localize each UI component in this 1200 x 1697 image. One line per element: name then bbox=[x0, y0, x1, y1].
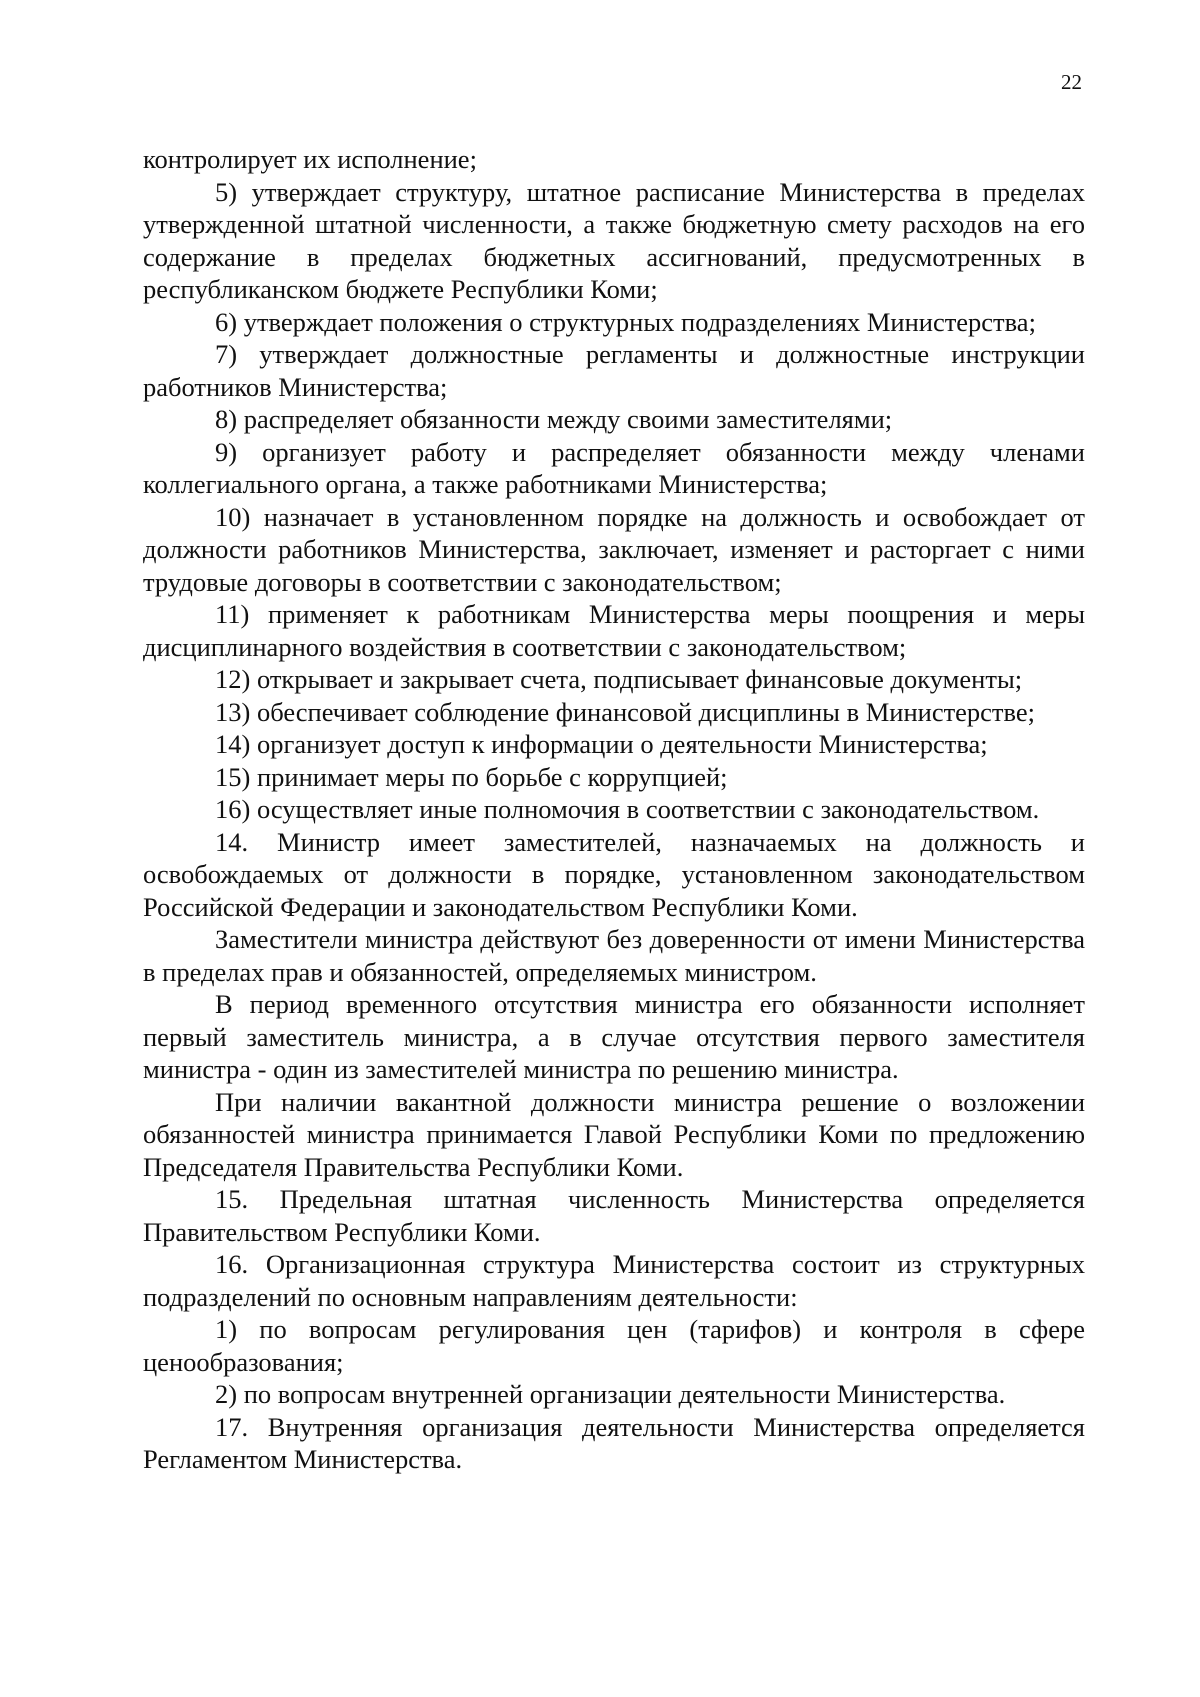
paragraph: 14) организует доступ к информации о деятельности Министерства; bbox=[215, 729, 988, 759]
paragraph: 17. Внутренняя организация деятельности Министерства определяется Регламентом Министерства. bbox=[143, 1411, 1085, 1474]
paragraph: 12) открывает и закрывает счета, подписывает финансовые документы; bbox=[215, 664, 1023, 694]
paragraph: 16. Организационная структура Министерства состоит из структурных подразделений по основным направлениям деятельности: bbox=[143, 1249, 1085, 1312]
paragraph: 2) по вопросам внутренней организации деятельности Министерства. bbox=[215, 1379, 1006, 1409]
paragraph: 1) по вопросам регулирования цен (тарифов) и контроля в сфере ценообразования; bbox=[143, 1314, 1085, 1377]
paragraph: 13) обеспечивает соблюдение финансовой дисциплины в Министерстве; bbox=[215, 696, 1035, 727]
paragraph: 14. Министр имеет заместителей, назначаемых на должность и освобождаемых от должности в порядке, установленном законодательством Российской Федерации и законодательством Республики Коми. bbox=[143, 826, 1085, 922]
paragraph: 7) утверждает должностные регламенты и должностные инструкции работников Министерства; bbox=[143, 339, 1085, 402]
paragraph: 15) принимает меры по борьбе с коррупцией; bbox=[215, 761, 728, 792]
paragraph: В период временного отсутствия министра его обязанности исполняет первый заместитель министра, а в случае отсутствия первого заместителя министра - один из заместителей министра по решению министра. bbox=[143, 989, 1085, 1084]
paragraph: 6) утверждает положения о структурных подразделениях Министерства; bbox=[215, 306, 1036, 337]
paragraph: контролирует их исполнение; bbox=[143, 144, 477, 174]
paragraph: 10) назначает в установленном порядке на должность и освобождает от должности работников Министерства, заключает, изменяет и расторгает с ними трудовые договоры в соответствии с законодательством; bbox=[143, 501, 1085, 597]
paragraph: 9) организует работу и распределяет обязанности между членами коллегиального органа, а также работниками Министерства; bbox=[143, 436, 1085, 499]
page-number: 22 bbox=[1061, 70, 1082, 94]
paragraph: При наличии вакантной должности министра решение о возложении обязанностей министра принимается Главой Республики Коми по предложению Председателя Правительства Республики Коми. bbox=[143, 1086, 1085, 1182]
paragraph: 5) утверждает структуру, штатное расписание Министерства в пределах утвержденной штатной численности, а также бюджетную смету расходов на его содержание в пределах бюджетных ассигнований, предусмотренных в республиканском бюджете Республики Коми; bbox=[143, 176, 1085, 304]
paragraph: 11) применяет к работникам Министерства меры поощрения и меры дисциплинарного воздействия в соответствии с законодательством; bbox=[143, 599, 1085, 662]
paragraph: Заместители министра действуют без доверенности от имени Министерства в пределах прав и обязанностей, определяемых министром. bbox=[143, 924, 1085, 987]
document-body bbox=[143, 143, 1085, 1476]
paragraph: 16) осуществляет иные полномочия в соответствии с законодательством. bbox=[215, 794, 1040, 824]
paragraph: 15. Предельная штатная численность Министерства определяется Правительством Республики Коми. bbox=[143, 1184, 1085, 1247]
paragraph: 8) распределяет обязанности между своими заместителями; bbox=[215, 404, 893, 434]
